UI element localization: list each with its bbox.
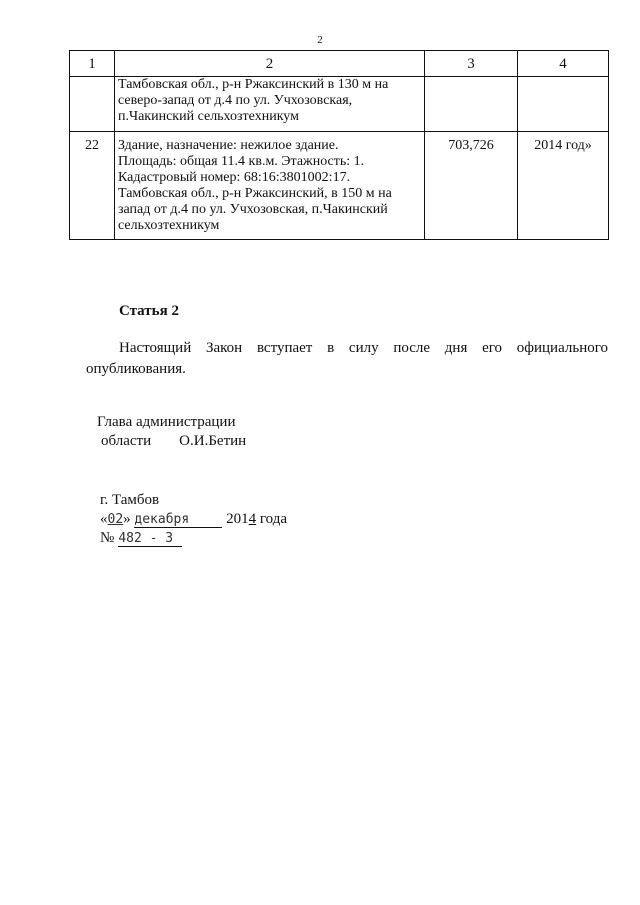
- description-line: Здание, назначение: нежилое здание.: [118, 138, 339, 153]
- description-line: п.Чакинский сельхозтехникум: [118, 109, 299, 124]
- header-cell-4: 4: [518, 51, 609, 77]
- article-text: Настоящий Закон вступает в силу после дня его официального опубликования.: [86, 340, 608, 377]
- date-year-digit: 4: [248, 511, 257, 527]
- description-line: Площадь: общая 11.4 кв.м. Этажность: 1.: [118, 154, 365, 169]
- description-line: северо-запад от д.4 по ул. Учхозовская,: [118, 93, 353, 108]
- table-row: [70, 77, 609, 132]
- date-line: [100, 510, 287, 529]
- signature-line: [97, 432, 246, 451]
- header-cell-1: 1: [70, 51, 115, 77]
- date-year-suffix: года: [256, 511, 288, 527]
- table-row: [70, 132, 609, 240]
- description-line: сельхозтехникум: [118, 218, 220, 233]
- signature-title: Глава администрации: [97, 414, 236, 430]
- value-cell: 703,726: [425, 132, 518, 240]
- place-date-block: [100, 491, 287, 548]
- description-line: Тамбовская обл., р-н Ржаксинский в 130 м на: [118, 77, 389, 92]
- year-cell: 2014 год»: [518, 132, 609, 240]
- number-line: [100, 529, 287, 548]
- header-cell-2: 2: [115, 51, 425, 77]
- quote-close: »: [123, 511, 131, 527]
- signature-name: О.И.Бетин: [179, 433, 247, 449]
- row-number-cell: 22: [70, 132, 115, 240]
- value-cell: [425, 77, 518, 132]
- date-month: декабря: [134, 512, 222, 528]
- law-number: 482 - З: [118, 531, 182, 547]
- city: г. Тамбов: [100, 492, 160, 508]
- page-number: 2: [317, 34, 323, 46]
- description-cell: [115, 77, 425, 132]
- quote-open: «: [100, 511, 108, 527]
- date-day: 02: [107, 512, 124, 527]
- signature-block: [97, 413, 246, 451]
- article-heading: Статья 2: [119, 303, 179, 319]
- signature-region: области: [101, 433, 152, 449]
- description-cell: [115, 132, 425, 240]
- property-table: [69, 50, 609, 240]
- table-header-row: [70, 51, 609, 77]
- row-number-cell: [70, 77, 115, 132]
- year-cell: [518, 77, 609, 132]
- date-year-prefix: 201: [226, 511, 249, 527]
- number-sign: №: [100, 530, 115, 546]
- description-line: запад от д.4 по ул. Учхозовская, п.Чакинский: [118, 202, 388, 217]
- description-line: Тамбовская обл., р-н Ржаксинский, в 150 м на: [118, 186, 392, 201]
- description-line: Кадастровый номер: 68:16:3801002:17.: [118, 170, 351, 185]
- header-cell-3: 3: [425, 51, 518, 77]
